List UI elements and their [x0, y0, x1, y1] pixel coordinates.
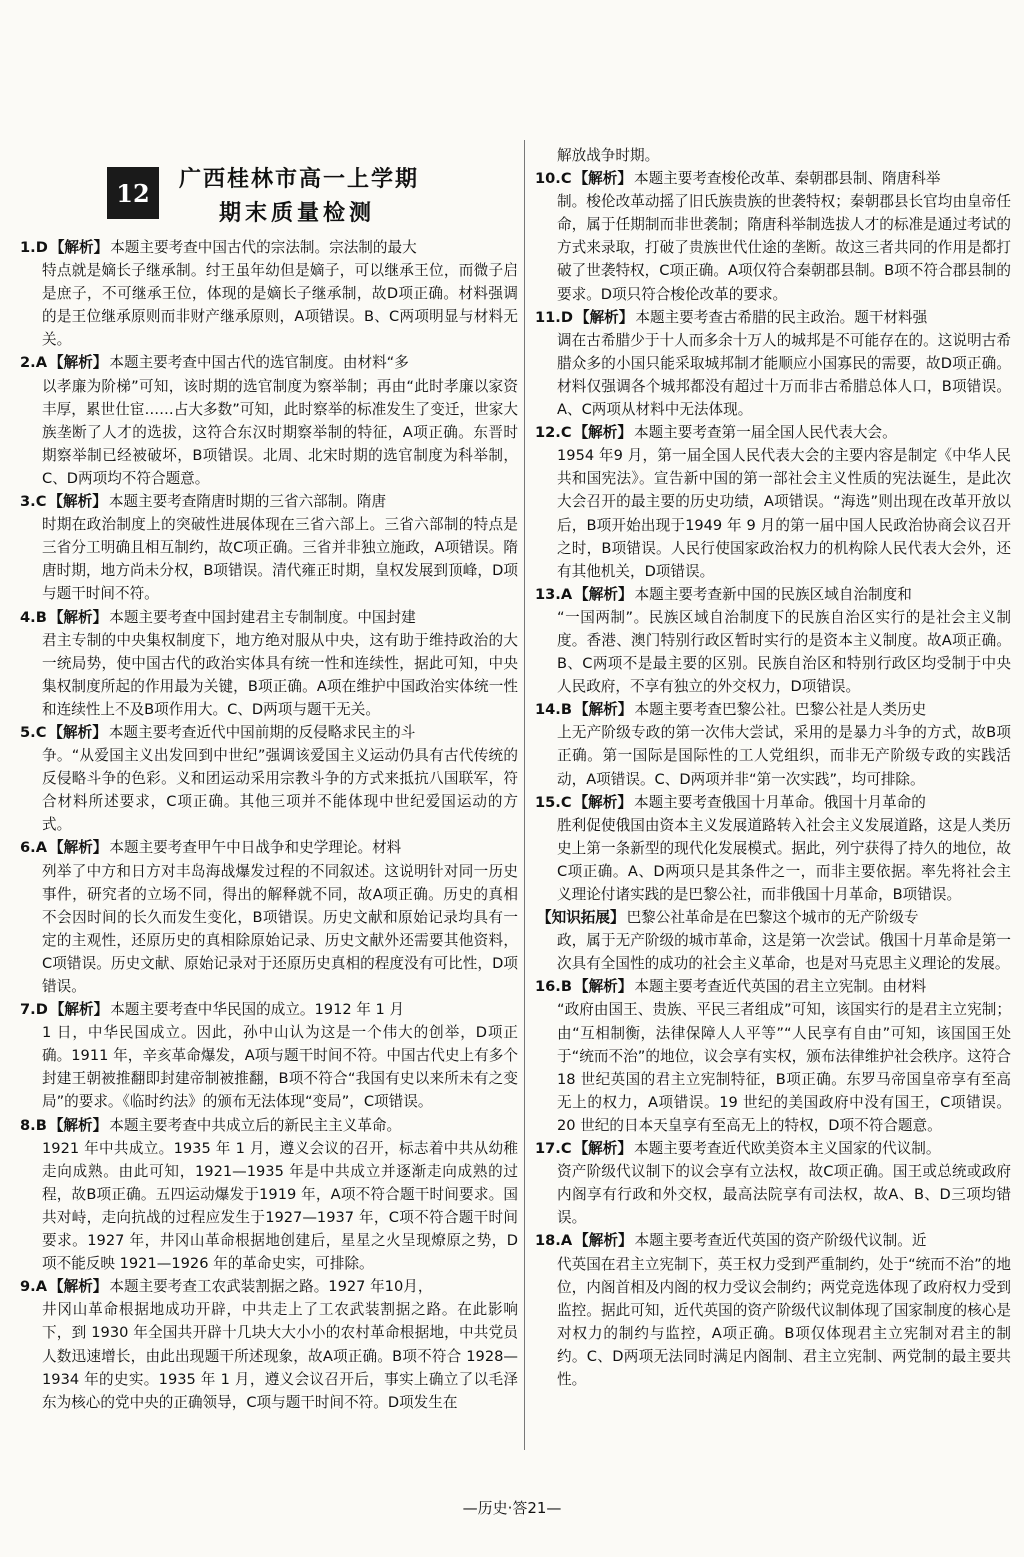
answer-number: 12.C: [535, 424, 572, 442]
analysis-tag: 【解析】: [49, 839, 108, 857]
answer-text: 本题主要考查中共成立后的新民主主义革命。: [109, 1116, 402, 1134]
answer-text-cont: 时期在政治制度上的突破性进展体现在三省六部上。三省六部制的特点是三省分工明确且相互制约，故C项正确。三省并非独立施政，A项错误。隋唐时期，地方尚未分权，B项错误。清代雍正时期，皇权发展到顶峰，D项与题干时间不符。: [42, 516, 518, 603]
analysis-tag: 【解析】: [48, 723, 107, 741]
section-title-line2: 期末质量检测: [219, 201, 376, 226]
answer-item: [535, 975, 1011, 998]
left-column: [20, 236, 518, 1414]
section-number-badge: 12: [107, 167, 159, 219]
answer-text: 本题主要考查中国封建君主专制制度。中国封建: [109, 608, 416, 626]
answer-number: 14.B: [535, 701, 572, 719]
answer-item: [535, 1137, 1011, 1160]
answer-item: [20, 1114, 518, 1137]
answer-text-cont: 资产阶级代议制下的议会享有立法权，故C项正确。国王或总统或政府内阁享有行政和外交权，最高法院享有司法权，故A、B、D三项均错误。: [557, 1163, 1011, 1227]
answer-text-cont: 胜利促使俄国由资本主义发展道路转入社会主义发展道路，这是人类历史上第一条新型的现代化发展模式。据此，列宁获得了持久的地位，故C项正确。A、D两项只是其条件之一，而非主要依据。率先将社会主义理论付诸实践的是巴黎公社，而非俄国十月革命，B项错误。: [557, 816, 1011, 903]
analysis-tag: 【解析】: [573, 424, 632, 442]
answer-item: [20, 721, 518, 744]
answer-item: [535, 167, 1011, 190]
answer-item: [535, 906, 1011, 929]
answer-text: 本题主要考查第一届全国人民代表大会。: [633, 424, 897, 442]
analysis-tag: 【解析】: [573, 793, 632, 811]
answer-number: 6.A: [20, 839, 47, 857]
analysis-tag: 【解析】: [49, 1278, 108, 1296]
analysis-tag: 【解析】: [573, 701, 633, 719]
answer-number: 5.C: [20, 723, 47, 741]
answer-number: 4.B: [20, 608, 47, 626]
analysis-tag: 【知识拓展】: [537, 909, 625, 927]
answer-number: 11.D: [535, 308, 573, 326]
answer-text: 本题主要考查巴黎公社。巴黎公社是人类历史: [634, 701, 927, 719]
section-title: [107, 160, 420, 230]
column-divider: [524, 140, 525, 1450]
answer-item: [535, 421, 1011, 444]
answer-text-cont: 政，属于无产阶级的城市革命，这是第一次尝试。俄国十月革命是第一次具有全国性的成功的社会主义革命，也是对马克思主义理论的发展。: [557, 932, 1011, 973]
answer-item: [20, 836, 518, 859]
analysis-tag: 【解析】: [49, 354, 108, 372]
page-footer: —历史·答21—: [462, 1499, 562, 1517]
answer-number: 7.D: [20, 1001, 48, 1019]
answer-text: 本题主要考查工农武装割据之路。1927 年10月，: [109, 1278, 433, 1296]
answer-text-cont: 争。“从爱国主义出发回到中世纪”强调该爱国主义运动仍具有古代传统的反侵略斗争的色彩。义和团运动采用宗教斗争的方式来抵抗八国联军，符合材料所述要求，C项正确。其他三项并不能体现中世纪爱国运动的方式。: [42, 747, 518, 834]
analysis-tag: 【解析】: [574, 308, 634, 326]
answer-number: 16.B: [535, 978, 572, 996]
section-title-line1: 广西桂林市高一上学期: [179, 167, 420, 192]
answer-number: 13.A: [535, 585, 573, 603]
answer-item: [535, 583, 1011, 606]
answer-text: 本题主要考查甲午中日战争和史学理论。材料: [109, 839, 402, 857]
answer-text: 本题主要考查近代英国的资产阶级代议制。近: [634, 1232, 927, 1250]
analysis-tag: 【解析】: [573, 1140, 632, 1158]
answer-text: 本题主要考查近代中国前期的反侵略求民主的斗: [108, 723, 416, 741]
answer-item: [20, 606, 518, 629]
answer-number: 9.A: [20, 1278, 47, 1296]
analysis-tag: 【解析】: [49, 239, 109, 256]
answer-text-cont: 特点就是嫡长子继承制。纣王虽年幼但是嫡子，可以继承王位，而微子启是庶子，不可继承王位，体现的是嫡长子继承制，故D项正确。材料强调的是王位继承原则而非财产继承原则，A项错误。B、C两项明显与材料无关。: [42, 262, 518, 349]
answer-text-cont: “一国两制”。民族区域自治制度下的民族自治区实行的是社会主义制度。香港、澳门特别行政区暂时实行的是资本主义制度。故A项正确。B、C两项不是最主要的区别。民族自治区和特别行政区均受制于中央人民政府，不享有独立的外交权力，D项错误。: [557, 608, 1011, 696]
answer-text: 本题主要考查中国古代的选官制度。由材料“多: [109, 354, 409, 372]
answer-text: 本题主要考查近代欧美资本主义国家的代议制。: [633, 1140, 941, 1158]
answer-item: [20, 998, 518, 1021]
analysis-tag: 【解析】: [49, 1001, 109, 1019]
answer-text-cont: “政府由国王、贵族、平民三者组成”可知，该国实行的是君主立宪制；由“互相制衡，法律保障人人平等”“人民享有自由”可知，该国国王处于“统而不治”的地位，议会享有实权，颁布法律维护社会秩序。这符合 18 世纪英国的君主立宪制特征，B项正确。东罗马帝国皇帝享有至高无上的权力，A项错误。19 世纪的美国政府中没有国王，C项错误。20 世纪的日本天皇享有至高无上的特权，D项不符合题意。: [557, 1001, 1011, 1134]
analysis-tag: 【解析】: [574, 585, 633, 603]
answer-text: 本题主要考查俄国十月革命。俄国十月革命的: [633, 793, 926, 811]
right-column: [535, 144, 1011, 1391]
answer-item: [20, 236, 518, 259]
answer-number: 17.C: [535, 1140, 572, 1158]
answer-text-cont: 君主专制的中央集权制度下，地方绝对服从中央，这有助于维持政治的大一统局势，使中国古代的政治实体具有统一性和连续性，据此可知，中央集权制度所起的作用最为关键，B项正确。A项在维护中国政治实体统一性和连续性上不及B项作用大。C、D两项与题干无关。: [42, 631, 518, 718]
answer-number: 10.C: [535, 170, 572, 188]
answer-text-cont: 调在古希腊少于十人而多余十万人的城邦是不可能存在的。这说明古希腊众多的小国只能采取城邦制才能顺应小国寡民的需要，故D项正确。材料仅强调各个城邦都没有超过十万而非古希腊总体人口，B项错误。A、C两项从材料中无法体现。: [557, 331, 1011, 419]
answer-number: 1.D: [20, 239, 48, 256]
answer-text-cont: 制。梭伦改革动摇了旧氏族贵族的世袭特权；秦朝郡县长官均由皇帝任命，属于任期制而非世袭制；隋唐科举制选拔人才的标准是通过考试的方式来录取，打破了贵族世代仕途的垄断。故这三者共同的作用是都打破了世袭特权，C项正确。A项仅符合秦朝郡县制。B项不符合郡县制的要求。D项只符合梭伦改革的要求。: [557, 193, 1011, 303]
answer-number: 3.C: [20, 493, 47, 511]
answer-number: 2.A: [20, 354, 47, 372]
answer-item: [20, 1275, 518, 1298]
answer-text: 本题主要考查中国古代的宗法制。宗法制的最大: [110, 239, 417, 256]
answer-text-cont: 1921 年中共成立。1935 年 1 月，遵义会议的召开，标志着中共从幼稚走向成熟。由此可知，1921—1935 年是中共成立并逐渐走向成熟的过程，故B项正确。五四运动爆发于1919 年，A项不符合题干时间要求。国共对峙，走向抗战的过程应发生于1927—1937 年，C项不符合题干时间要求。1927 年，井冈山革命根据地创建后，星星之火呈现燎原之势，D项不能反映 1921—1926 年的革命史实，可排除。: [42, 1139, 518, 1273]
answer-item: [20, 351, 518, 374]
answer-text: 本题主要考查中华民国的成立。1912 年 1 月: [110, 1001, 405, 1019]
answer-text-cont: 以孝廉为阶梯”可知，该时期的选官制度为察举制；再由“此时孝廉以家资丰厚，累世仕宦……占大多数”可知，此时察举的标准发生了变迁，世家大族垄断了人才的选拔，这符合东汉时期察举制的特征，A项正确。东晋时期察举制已经被破坏，B项错误。北周、北宋时期的选官制度为科举制，C、D两项均不符合题意。: [42, 377, 518, 487]
continued-text: 解放战争时期。: [557, 147, 660, 164]
answer-text: 本题主要考查隋唐时期的三省六部制。隋唐: [108, 493, 387, 511]
answer-item: [535, 698, 1011, 721]
answer-item: [535, 791, 1011, 814]
analysis-tag: 【解析】: [48, 493, 107, 511]
answer-text-cont: 上无产阶级专政的第一次伟大尝试，采用的是暴力斗争的方式，故B项正确。第一国际是国际性的工人党组织，而非无产阶级专政的实践活动，A项错误。C、D两项并非“第一次实践”，均可排除。: [557, 724, 1011, 788]
analysis-tag: 【解析】: [573, 170, 632, 188]
answer-text-cont: 井冈山革命根据地成功开辟，中共走上了工农武装割据之路。在此影响下，到 1930 年全国共开辟十几块大大小小的农村革命根据地，中共党员人数迅速增长，由此出现题干所述现象，故A项正确。B项不符合 1928—1934 年的史实。1935 年 1 月，遵义会议召开后，事实上确立了以毛泽东为核心的党中央的正确领导，C项与题干时间不符。D项发生在: [42, 1301, 518, 1411]
answer-text: 本题主要考查古希腊的民主政治。题干材料强: [635, 308, 928, 326]
answer-number: 8.B: [20, 1116, 47, 1134]
answer-text: 本题主要考查梭伦改革、秦朝郡县制、隋唐科举: [633, 170, 941, 188]
answer-item: [535, 306, 1011, 329]
analysis-tag: 【解析】: [574, 1232, 633, 1250]
answer-text: 巴黎公社革命是在巴黎这个城市的无产阶级专: [626, 909, 919, 927]
analysis-tag: 【解析】: [573, 978, 633, 996]
answer-text-cont: 1 日，中华民国成立。因此，孙中山认为这是一个伟大的创举，D项正确。1911 年，辛亥革命爆发，A项与题干时间不符。中国古代史上有多个封建王朝被推翻即封建帝制被推翻，B项不符合“我国有史以来所未有之变局”的要求。《临时约法》的颁布无法体现“变局”，C项错误。: [42, 1024, 518, 1111]
answer-item: [535, 1229, 1011, 1252]
answer-text-cont: 列举了中方和日方对丰岛海战爆发过程的不同叙述。这说明针对同一历史事件，研究者的立场不同，得出的解释就不同，故A项正确。历史的真相不会因时间的长久而发生变化，B项错误。历史文献和原始记录均具有一定的主观性，还原历史的真相除原始记录、历史文献外还需要其他资料，C项错误。历史文献、原始记录对于还原历史真相的程度没有可比性，D项错误。: [42, 862, 518, 995]
answer-item: [20, 490, 518, 513]
answer-text: 本题主要考查近代英国的君主立宪制。由材料: [634, 978, 927, 996]
analysis-tag: 【解析】: [48, 1116, 108, 1134]
answer-text-cont: 代英国在君主立宪制下，英王权力受到严重制约，处于“统而不治”的地位，内阁首相及内阁的权力受议会制约；两党竞选体现了政府权力受到监控。据此可知，近代英国的资产阶级代议制体现了国家制度的核心是对权力的制约与监控，A项正确。B项仅体现君主立宪制对君主的制约。C、D两项无法同时满足内阁制、君主立宪制、两党制的最主要共性。: [557, 1255, 1011, 1388]
answer-text: 本题主要考查新中国的民族区域自治制度和: [634, 585, 912, 603]
answer-text-cont: 1954 年9 月，第一届全国人民代表大会的主要内容是制定《中华人民共和国宪法》。宣告新中国的第一部社会主义性质的宪法诞生，是此次大会召开的最主要的历史功绩，A项错误。“海选”则出现在改革开放以后，B项开始出现于1949 年 9 月的第一届中国人民政治协商会议召开之时，B项错误。人民行使国家政治权力的机构除人民代表大会外，还有其他机关，D项错误。: [557, 447, 1011, 580]
analysis-tag: 【解析】: [48, 608, 108, 626]
answer-number: 18.A: [535, 1232, 573, 1250]
answer-number: 15.C: [535, 793, 572, 811]
